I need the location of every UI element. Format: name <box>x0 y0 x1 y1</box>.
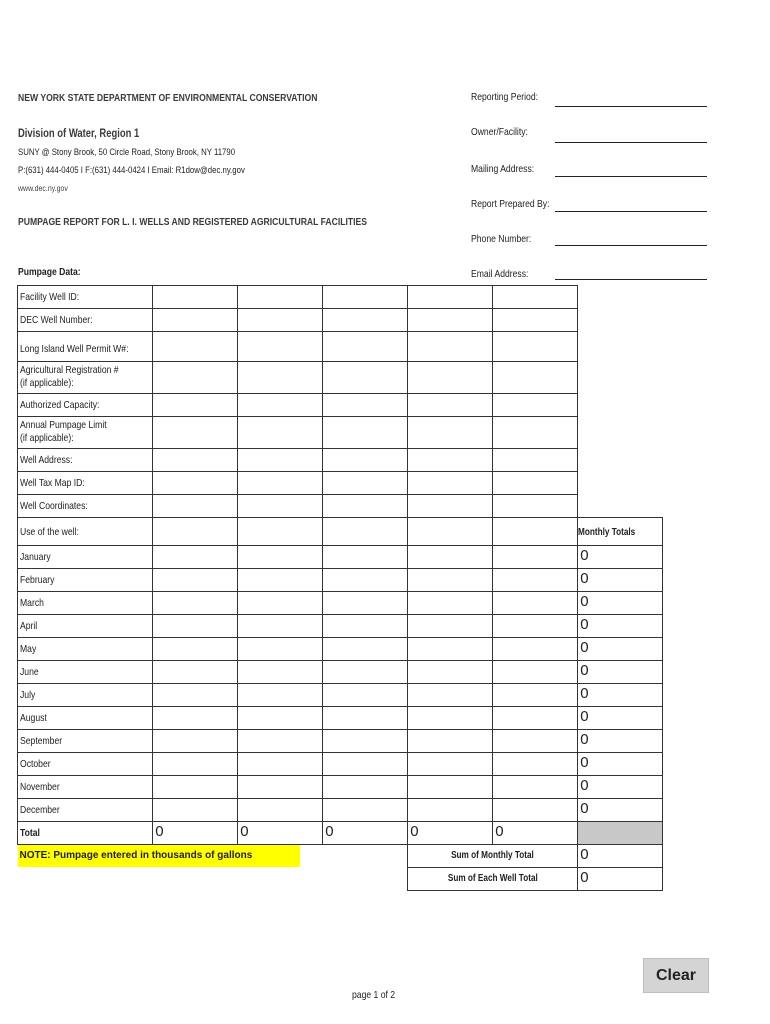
well-info-cell[interactable] <box>408 332 493 362</box>
well-total-cell <box>323 822 408 845</box>
month-pumpage-cell[interactable] <box>238 569 323 592</box>
well-info-cell[interactable] <box>493 417 578 449</box>
use-of-well-text: Use of the well: <box>20 526 79 538</box>
month-pumpage-cell[interactable] <box>153 730 238 753</box>
well-info-cell[interactable] <box>238 495 323 518</box>
use-of-well-cell[interactable] <box>323 518 408 546</box>
month-pumpage-cell[interactable] <box>153 661 238 684</box>
month-pumpage-cell[interactable] <box>408 546 493 569</box>
month-pumpage-cell[interactable] <box>323 799 408 822</box>
info-label-text: Well Address: <box>20 454 73 466</box>
info-label-text: Agricultural Registration # <box>20 364 119 376</box>
month-pumpage-cell[interactable] <box>408 753 493 776</box>
use-of-well-cell[interactable] <box>238 518 323 546</box>
monthly-total-value: 0 <box>580 570 589 587</box>
pumpage-data-label: Pumpage Data: <box>18 266 81 278</box>
well-info-cell[interactable] <box>493 309 578 332</box>
monthly-totals-header-text: Monthly Totals <box>578 527 636 538</box>
sum-monthly-value: 0 <box>580 846 589 863</box>
monthly-total-value: 0 <box>580 593 589 610</box>
sum-each-value: 0 <box>580 869 589 886</box>
month-label-text: November <box>20 781 60 793</box>
well-info-cell[interactable] <box>323 332 408 362</box>
month-pumpage-cell[interactable] <box>323 661 408 684</box>
well-info-cell[interactable] <box>493 362 578 394</box>
monthly-total-value: 0 <box>580 777 589 794</box>
month-label-text: April <box>20 620 38 632</box>
well-total-value: 0 <box>155 823 164 840</box>
clear-button[interactable]: Clear <box>643 958 709 993</box>
month-row <box>18 684 663 707</box>
pumpage-table <box>17 285 663 891</box>
info-row-label <box>18 362 153 394</box>
well-info-cell[interactable] <box>408 417 493 449</box>
well-info-cell[interactable] <box>408 362 493 394</box>
month-pumpage-cell[interactable] <box>238 615 323 638</box>
month-pumpage-cell[interactable] <box>493 707 578 730</box>
month-pumpage-cell[interactable] <box>493 776 578 799</box>
info-label-text: Well Tax Map ID: <box>20 477 85 489</box>
phone-number-label: Phone Number: <box>471 233 532 245</box>
agency-title: NEW YORK STATE DEPARTMENT OF ENVIRONMENTAL CONSERVATION <box>18 92 318 104</box>
pumpage-note: NOTE: Pumpage entered in thousands of gallons <box>18 845 300 867</box>
month-pumpage-cell[interactable] <box>408 707 493 730</box>
month-label <box>18 730 153 753</box>
month-label <box>18 569 153 592</box>
month-pumpage-cell[interactable] <box>493 592 578 615</box>
month-pumpage-cell[interactable] <box>493 799 578 822</box>
sum-each-value-cell <box>578 868 663 891</box>
month-label-text: December <box>20 804 60 816</box>
sum-each-label-cell <box>408 868 578 891</box>
month-label <box>18 753 153 776</box>
monthly-total-value: 0 <box>580 639 589 656</box>
well-info-cell[interactable] <box>153 362 238 394</box>
month-pumpage-cell[interactable] <box>323 707 408 730</box>
report-prepared-by-label: Report Prepared By: <box>471 198 550 210</box>
well-info-cell[interactable] <box>493 286 578 309</box>
monthly-total-cell <box>578 730 663 753</box>
month-pumpage-cell[interactable] <box>493 730 578 753</box>
month-pumpage-cell[interactable] <box>238 799 323 822</box>
report-prepared-by-field[interactable] <box>555 211 707 212</box>
well-total-cell <box>238 822 323 845</box>
empty-cell <box>578 472 663 495</box>
owner-facility-label: Owner/Facility: <box>471 126 528 138</box>
month-label <box>18 638 153 661</box>
month-pumpage-cell[interactable] <box>323 753 408 776</box>
empty-cell <box>578 394 663 417</box>
sum-each-row <box>18 868 663 891</box>
monthly-total-value: 0 <box>580 616 589 633</box>
well-info-cell[interactable] <box>323 362 408 394</box>
info-row <box>18 449 663 472</box>
monthly-total-cell <box>578 776 663 799</box>
empty-cell <box>578 417 663 449</box>
empty-cell <box>578 286 663 309</box>
well-info-cell[interactable] <box>153 394 238 417</box>
month-row <box>18 592 663 615</box>
info-label-text: Long Island Well Permit W#: <box>20 343 129 355</box>
month-pumpage-cell[interactable] <box>153 684 238 707</box>
well-total-value: 0 <box>325 823 334 840</box>
month-pumpage-cell[interactable] <box>153 776 238 799</box>
month-label-text: January <box>20 551 51 563</box>
well-info-cell[interactable] <box>153 495 238 518</box>
well-info-cell[interactable] <box>323 417 408 449</box>
info-row <box>18 495 663 518</box>
well-info-cell[interactable] <box>153 332 238 362</box>
well-info-cell[interactable] <box>238 472 323 495</box>
page-number: page 1 of 2 <box>352 989 396 1001</box>
info-row-label <box>18 286 153 309</box>
well-info-cell[interactable] <box>153 286 238 309</box>
month-row <box>18 799 663 822</box>
month-label-text: July <box>20 689 36 701</box>
month-row <box>18 638 663 661</box>
sum-monthly-value-cell <box>578 845 663 868</box>
month-label <box>18 546 153 569</box>
month-pumpage-cell[interactable] <box>323 684 408 707</box>
well-info-cell[interactable] <box>323 495 408 518</box>
month-label <box>18 799 153 822</box>
month-pumpage-cell[interactable] <box>238 753 323 776</box>
reporting-period-field[interactable] <box>555 106 707 107</box>
month-pumpage-cell[interactable] <box>493 661 578 684</box>
month-row <box>18 569 663 592</box>
sum-monthly-label: Sum of Monthly Total <box>451 850 535 861</box>
well-total-cell <box>493 822 578 845</box>
well-total-cell <box>153 822 238 845</box>
monthly-total-value: 0 <box>580 754 589 771</box>
total-row <box>18 822 663 845</box>
info-label-text: (if applicable): <box>20 377 74 389</box>
month-pumpage-cell[interactable] <box>238 684 323 707</box>
well-info-cell[interactable] <box>153 472 238 495</box>
well-info-cell[interactable] <box>323 309 408 332</box>
month-label <box>18 776 153 799</box>
month-label-text: October <box>20 758 51 770</box>
monthly-total-value: 0 <box>580 662 589 679</box>
month-pumpage-cell[interactable] <box>408 569 493 592</box>
monthly-totals-header <box>578 518 663 546</box>
month-pumpage-cell[interactable] <box>153 615 238 638</box>
month-label <box>18 684 153 707</box>
use-of-well-cell[interactable] <box>153 518 238 546</box>
month-pumpage-cell[interactable] <box>493 546 578 569</box>
month-pumpage-cell[interactable] <box>238 638 323 661</box>
well-info-cell[interactable] <box>408 472 493 495</box>
use-of-well-row <box>18 518 663 546</box>
month-row <box>18 776 663 799</box>
well-info-cell[interactable] <box>493 472 578 495</box>
use-of-well-label <box>18 518 153 546</box>
monthly-total-cell <box>578 684 663 707</box>
monthly-total-cell <box>578 661 663 684</box>
month-pumpage-cell[interactable] <box>238 661 323 684</box>
well-info-cell[interactable] <box>323 286 408 309</box>
info-row-label <box>18 332 153 362</box>
month-pumpage-cell[interactable] <box>408 661 493 684</box>
month-label <box>18 615 153 638</box>
month-label-text: June <box>20 666 39 678</box>
month-pumpage-cell[interactable] <box>153 546 238 569</box>
well-info-cell[interactable] <box>493 449 578 472</box>
month-label-text: May <box>20 643 37 655</box>
month-pumpage-cell[interactable] <box>153 569 238 592</box>
month-pumpage-cell[interactable] <box>238 546 323 569</box>
month-pumpage-cell[interactable] <box>323 569 408 592</box>
month-pumpage-cell[interactable] <box>153 753 238 776</box>
info-row <box>18 394 663 417</box>
monthly-total-cell <box>578 569 663 592</box>
month-row <box>18 546 663 569</box>
info-row <box>18 417 663 449</box>
note-cell <box>18 845 408 868</box>
well-info-cell[interactable] <box>493 332 578 362</box>
monthly-total-cell <box>578 707 663 730</box>
month-pumpage-cell[interactable] <box>153 799 238 822</box>
month-pumpage-cell[interactable] <box>238 730 323 753</box>
monthly-total-value: 0 <box>580 731 589 748</box>
well-info-cell[interactable] <box>493 495 578 518</box>
info-label-text: DEC Well Number: <box>20 314 93 326</box>
well-info-cell[interactable] <box>153 309 238 332</box>
total-label <box>18 822 153 845</box>
well-info-cell[interactable] <box>408 286 493 309</box>
report-title: PUMPAGE REPORT FOR L. I. WELLS AND REGISTERED AGRICULTURAL FACILITIES <box>18 216 368 228</box>
well-info-cell[interactable] <box>238 309 323 332</box>
month-pumpage-cell[interactable] <box>323 776 408 799</box>
month-pumpage-cell[interactable] <box>238 592 323 615</box>
info-row <box>18 362 663 394</box>
monthly-total-cell <box>578 592 663 615</box>
well-info-cell[interactable] <box>323 394 408 417</box>
well-info-cell[interactable] <box>323 472 408 495</box>
monthly-total-value: 0 <box>580 708 589 725</box>
well-info-cell[interactable] <box>408 394 493 417</box>
total-gray-cell <box>578 822 663 845</box>
month-pumpage-cell[interactable] <box>408 776 493 799</box>
info-row <box>18 309 663 332</box>
info-row-label <box>18 472 153 495</box>
info-row <box>18 286 663 309</box>
info-label-text: (if applicable): <box>20 432 74 444</box>
month-pumpage-cell[interactable] <box>153 638 238 661</box>
empty-cell <box>578 332 663 362</box>
mailing-address-field[interactable] <box>555 176 707 177</box>
month-row <box>18 615 663 638</box>
phone-number-field[interactable] <box>555 245 707 246</box>
month-row <box>18 707 663 730</box>
monthly-total-value: 0 <box>580 685 589 702</box>
info-label-text: Facility Well ID: <box>20 291 80 303</box>
well-total-cell <box>408 822 493 845</box>
info-label-text: Authorized Capacity: <box>20 399 100 411</box>
well-info-cell[interactable] <box>408 309 493 332</box>
info-label-text: Well Coordinates: <box>20 500 88 512</box>
info-row-label <box>18 394 153 417</box>
month-row <box>18 730 663 753</box>
well-info-cell[interactable] <box>408 495 493 518</box>
email-address-field[interactable] <box>555 279 707 280</box>
month-pumpage-cell[interactable] <box>153 592 238 615</box>
month-label-text: August <box>20 712 47 724</box>
sum-monthly-label-cell <box>408 845 578 868</box>
month-pumpage-cell[interactable] <box>238 776 323 799</box>
mailing-address-label: Mailing Address: <box>471 163 535 175</box>
well-info-cell[interactable] <box>238 417 323 449</box>
month-pumpage-cell[interactable] <box>493 638 578 661</box>
info-row-label <box>18 449 153 472</box>
contact-info: P:(631) 444-0405 I F:(631) 444-0424 I Email: R1dow@dec.ny.gov <box>18 165 245 176</box>
monthly-total-value: 0 <box>580 800 589 817</box>
email-address-label: Email Address: <box>471 268 529 280</box>
monthly-total-cell <box>578 546 663 569</box>
month-pumpage-cell[interactable] <box>493 615 578 638</box>
month-pumpage-cell[interactable] <box>408 730 493 753</box>
total-label-text: Total <box>20 827 40 839</box>
info-label-text: Annual Pumpage Limit <box>20 419 107 431</box>
office-address: SUNY @ Stony Brook, 50 Circle Road, Stony Brook, NY 11790 <box>18 147 236 158</box>
well-info-cell[interactable] <box>323 449 408 472</box>
well-info-cell[interactable] <box>238 449 323 472</box>
month-label-text: March <box>20 597 44 609</box>
month-pumpage-cell[interactable] <box>323 546 408 569</box>
well-info-cell[interactable] <box>238 362 323 394</box>
well-total-value: 0 <box>240 823 249 840</box>
month-label <box>18 707 153 730</box>
month-pumpage-cell[interactable] <box>493 569 578 592</box>
well-info-cell[interactable] <box>238 286 323 309</box>
well-info-cell[interactable] <box>408 449 493 472</box>
info-row <box>18 332 663 362</box>
month-pumpage-cell[interactable] <box>323 592 408 615</box>
month-pumpage-cell[interactable] <box>408 615 493 638</box>
empty-cell <box>578 362 663 394</box>
info-row-label <box>18 309 153 332</box>
empty-cell <box>578 495 663 518</box>
empty-cell <box>578 449 663 472</box>
monthly-total-cell <box>578 799 663 822</box>
month-pumpage-cell[interactable] <box>408 592 493 615</box>
month-label-text: September <box>20 735 63 747</box>
month-label <box>18 592 153 615</box>
empty-cell <box>578 309 663 332</box>
division-title: Division of Water, Region 1 <box>18 128 140 140</box>
month-pumpage-cell[interactable] <box>323 638 408 661</box>
monthly-total-cell <box>578 615 663 638</box>
month-pumpage-cell[interactable] <box>323 615 408 638</box>
month-pumpage-cell[interactable] <box>238 707 323 730</box>
month-label <box>18 661 153 684</box>
month-pumpage-cell[interactable] <box>493 753 578 776</box>
month-pumpage-cell[interactable] <box>323 730 408 753</box>
month-pumpage-cell[interactable] <box>408 799 493 822</box>
month-pumpage-cell[interactable] <box>493 684 578 707</box>
well-total-value: 0 <box>495 823 504 840</box>
info-row <box>18 472 663 495</box>
well-info-cell[interactable] <box>493 394 578 417</box>
info-row-label <box>18 417 153 449</box>
blank-cell <box>18 868 408 891</box>
sum-monthly-row <box>18 845 663 868</box>
use-of-well-cell[interactable] <box>493 518 578 546</box>
well-info-cell[interactable] <box>153 449 238 472</box>
monthly-total-cell <box>578 638 663 661</box>
month-label-text: February <box>20 574 55 586</box>
monthly-total-value: 0 <box>580 547 589 564</box>
month-pumpage-cell[interactable] <box>153 707 238 730</box>
month-row <box>18 661 663 684</box>
well-info-cell[interactable] <box>238 394 323 417</box>
reporting-period-label: Reporting Period: <box>471 91 539 103</box>
monthly-total-cell <box>578 753 663 776</box>
use-of-well-cell[interactable] <box>408 518 493 546</box>
owner-facility-field[interactable] <box>555 142 707 143</box>
month-pumpage-cell[interactable] <box>408 684 493 707</box>
sum-each-label: Sum of Each Well Total <box>447 873 538 884</box>
well-info-cell[interactable] <box>238 332 323 362</box>
info-row-label <box>18 495 153 518</box>
website-link[interactable]: www.dec.ny.gov <box>18 183 68 193</box>
well-total-value: 0 <box>410 823 419 840</box>
well-info-cell[interactable] <box>153 417 238 449</box>
month-row <box>18 753 663 776</box>
month-pumpage-cell[interactable] <box>408 638 493 661</box>
